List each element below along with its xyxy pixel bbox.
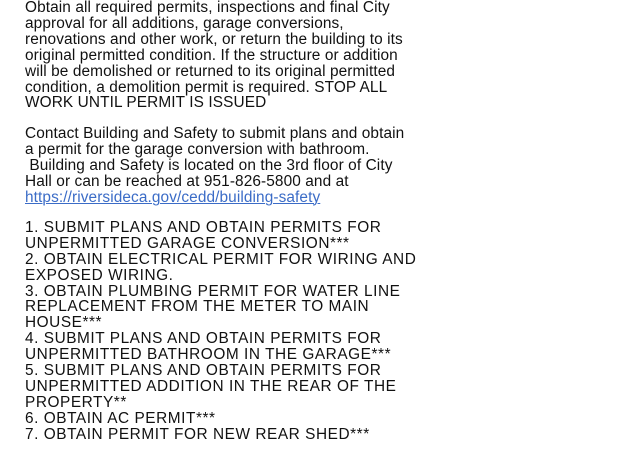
list-item: 7. OBTAIN PERMIT FOR NEW REAR SHED***	[25, 425, 370, 443]
text-line: a permit for the garage conversion with bathroom.	[25, 141, 370, 159]
paragraph-contact-building-safety	[25, 126, 625, 206]
list-item: 6. OBTAIN AC PERMIT***	[25, 409, 216, 427]
list-item: 2. OBTAIN ELECTRICAL PERMIT FOR WIRING AND	[25, 250, 417, 268]
text-line: Building and Safety is located on the 3rd floor of City	[25, 157, 393, 175]
list-item: 3. OBTAIN PLUMBING PERMIT FOR WATER LINE	[25, 282, 401, 300]
list-item: UNPERMITTED GARAGE CONVERSION***	[25, 234, 350, 252]
list-item: REPLACEMENT FROM THE METER TO MAIN	[25, 298, 370, 316]
text-line: WORK UNTIL PERMIT IS ISSUED	[25, 94, 267, 112]
text-line: approval for all additions, garage conversions,	[25, 14, 344, 32]
list-item: EXPOSED WIRING.	[25, 266, 174, 284]
required-actions-list	[25, 220, 625, 443]
text-line: Hall or can be reached at 951-826-5800 and at	[25, 173, 349, 191]
text-line: renovations and other work, or return the building to its	[25, 30, 403, 48]
paragraph-permits-required	[25, 0, 625, 111]
building-safety-link[interactable]: https://riversideca.gov/cedd/building-safety	[25, 188, 321, 206]
text-line: original permitted condition. If the structure or addition	[25, 46, 398, 64]
notice-document	[25, 0, 625, 443]
paragraph-spacer	[25, 111, 625, 126]
list-item: PROPERTY**	[25, 393, 127, 411]
list-item: UNPERMITTED ADDITION IN THE REAR OF THE	[25, 377, 397, 395]
list-item: 1. SUBMIT PLANS AND OBTAIN PERMITS FOR	[25, 218, 382, 236]
list-item: HOUSE***	[25, 314, 103, 332]
text-line: Obtain all required permits, inspections and final City	[25, 0, 390, 16]
text-line: condition, a demolition permit is required. STOP ALL	[25, 78, 388, 96]
text-line: Contact Building and Safety to submit plans and obtain	[25, 125, 405, 143]
list-item: 5. SUBMIT PLANS AND OBTAIN PERMITS FOR	[25, 362, 382, 380]
list-item: 4. SUBMIT PLANS AND OBTAIN PERMITS FOR	[25, 330, 382, 348]
list-item: UNPERMITTED BATHROOM IN THE GARAGE***	[25, 346, 392, 364]
paragraph-spacer	[25, 206, 625, 220]
text-line: will be demolished or returned to its original permitted	[25, 62, 396, 80]
